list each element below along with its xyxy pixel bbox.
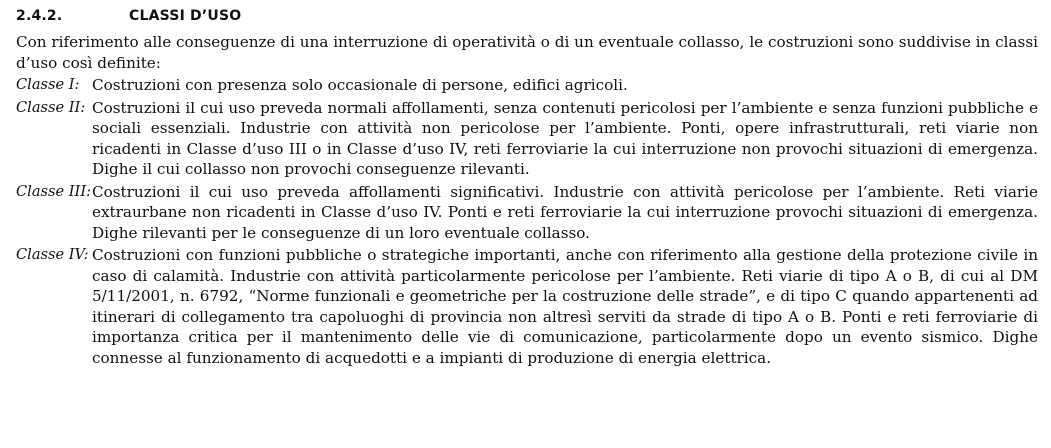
class-label: Classe IV: (16, 246, 89, 263)
class-description: Costruzioni il cui uso preveda affollamenti significativi. Industrie con attività pericolose per l’ambiente. Reti viarie extraurbane non ricadenti in Classe d’uso IV. Ponti e reti ferroviarie la cui interruzione provochi situazioni di emergenza. Dighe rilevanti per le conseguenze di un loro eventuale collasso. (92, 182, 1038, 242)
class-description: Costruzioni il cui uso preveda normali affollamenti, senza contenuti pericolosi per l’ambiente e senza funzioni pubbliche e sociali essenziali. Industrie con attività non pericolose per l’ambiente. Ponti, opere infrastrutturali, reti viarie non ricadenti in Classe d’uso III o in Classe d’uso IV, reti ferroviarie la cui interruzione non provochi situazioni di emergenza. Dighe il cui collasso non provochi conseguenze rilevanti. (92, 98, 1038, 178)
section-number: 2.4.2. (16, 8, 63, 24)
class-description: Costruzioni con funzioni pubbliche o strategiche importanti, anche con riferimento alla gestione della protezione civile in caso di calamità. Industrie con attività particolarmente pericolose per l’ambiente. Reti viarie di tipo A o B, di cui al DM 5/11/2001, n. 6792, “Norme funzionali e geometriche per la costruzione delle strade”, e di tipo C quando appartenenti ad itinerari di collegamento tra capoluoghi di provincia non altresì serviti da strade di tipo A o B. Ponti e reti ferroviarie di importanza critica per il mantenimento delle vie di comunicazione, particolarmente dopo un evento sismico. Dighe connesse al funzionamento di acquedotti e a impianti di produzione di energia elettrica. (92, 246, 1038, 367)
section-heading (16, 8, 1038, 32)
class-entry-2 (16, 98, 1038, 180)
class-label: Classe II: (16, 98, 86, 116)
section-title: CLASSI D’USO (129, 8, 242, 24)
class-description: Costruzioni con presenza solo occasionale di persone, edifici agricoli. (92, 76, 628, 94)
document-page (16, 8, 1038, 368)
class-label: Classe III: (16, 182, 91, 200)
intro-paragraph: Con riferimento alle conseguenze di una interruzione di operatività o di un eventuale collasso, le costruzioni sono suddivise in classi d’uso così definite: (16, 33, 1038, 72)
class-label: Classe I: (16, 76, 80, 93)
class-entry-4 (16, 245, 1038, 368)
class-entry-1 (16, 75, 1038, 96)
class-entry-3 (16, 182, 1038, 244)
